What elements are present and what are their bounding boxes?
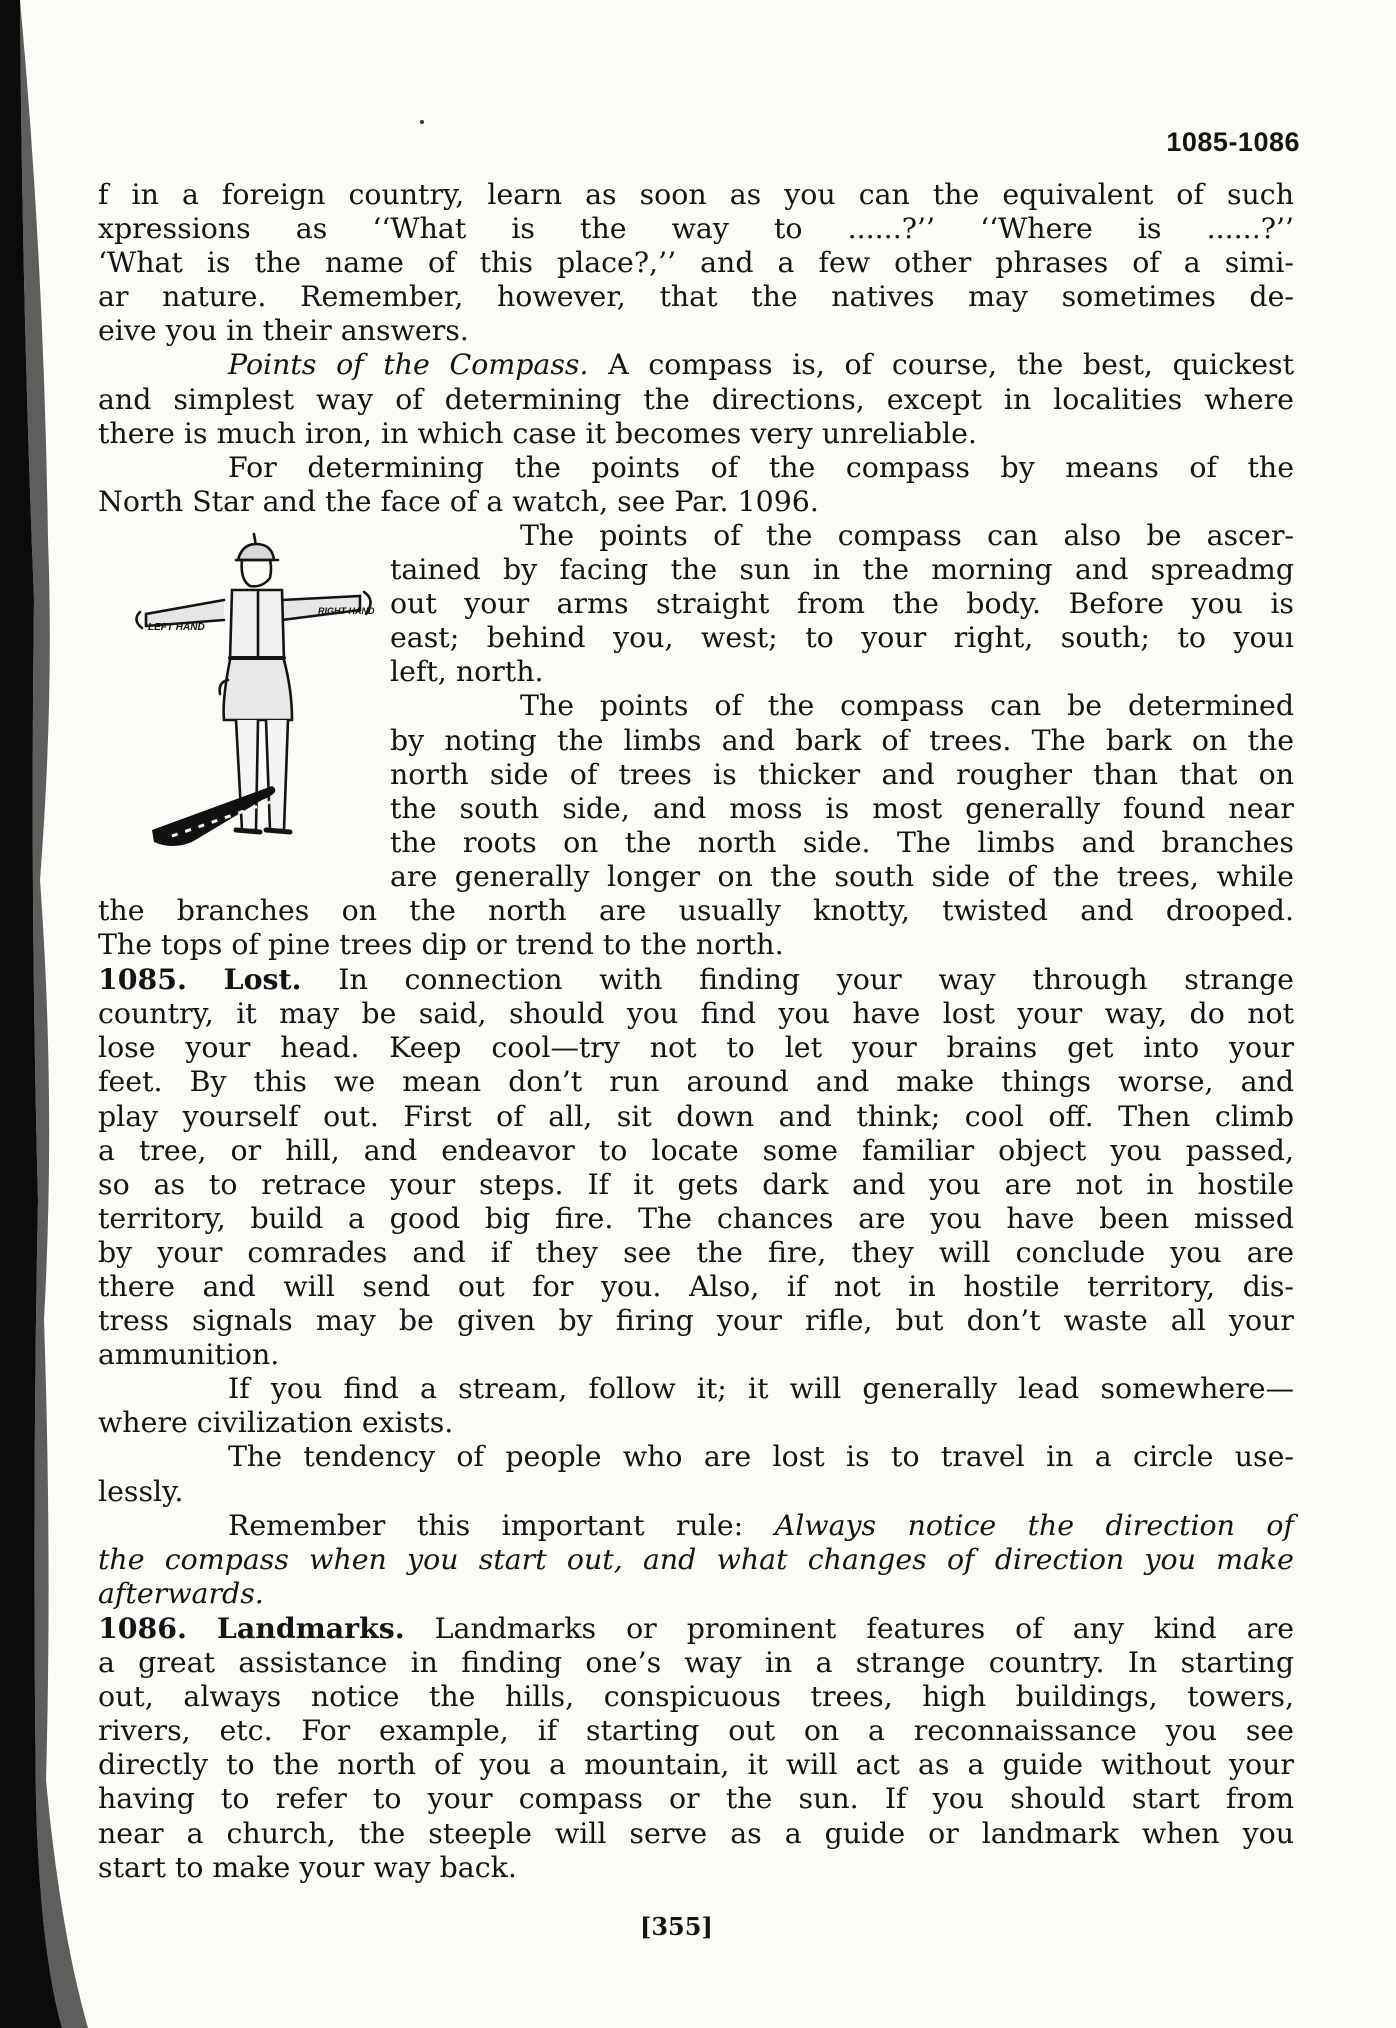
intro-line: ‘What is the name of this place?,’’ and a few other phrases of a simi-	[98, 246, 1294, 280]
landmarks-line: having to refer to your compass or the sun. If you should start from	[98, 1782, 1294, 1816]
lost-line: country, it may be said, should you find you have lost your way, do not	[98, 997, 1294, 1031]
wrap-line: left, north.	[390, 655, 544, 689]
intro-line: eive you in their answers.	[98, 314, 469, 348]
lost-line: lose your head. Keep cool—try not to let your brains get into your	[98, 1031, 1294, 1065]
wrap-line: The points of the compass can also be ascer-	[520, 518, 1294, 552]
figure-wrap-text	[390, 519, 1294, 894]
compass-para-line: there is much iron, in which case it becomes very unreliable.	[98, 416, 977, 450]
intro-line: xpressions as ‘‘What is the way to ......?’’ ‘‘Where is ......?’’	[98, 212, 1294, 246]
circle-line: The tendency of people who are lost is to travel in a circle use-	[228, 1440, 1294, 1474]
compass-para-line: and simplest way of determining the directions, except in localities where	[98, 382, 1294, 416]
wrap-line: east; behind you, west; to your right, south; to youı	[390, 621, 1294, 655]
north-star-line: North Star and the face of a watch, see Par. 1096.	[98, 484, 819, 518]
lost-line: so as to retrace your steps. If it gets dark and you are not in hostile	[98, 1167, 1294, 1201]
rule-line: the compass when you start out, and what changes of direction you make	[98, 1542, 1294, 1576]
lost-line: by your comrades and if they see the fire, they will conclude you are	[98, 1235, 1294, 1269]
intro-line: f in a foreign country, learn as soon as you can the equivalent of such	[98, 178, 1294, 211]
wrap-line: the south side, and moss is most generally found near	[390, 791, 1294, 825]
section-number: 1086.	[98, 1610, 187, 1645]
landmarks-line: a great assistance in finding one’s way in a strange country. In starting	[98, 1646, 1294, 1680]
wrap-line: The points of the compass can be determined	[520, 689, 1294, 723]
wrap-line: north side of trees is thicker and rougher than that on	[390, 757, 1294, 791]
ink-speck	[420, 120, 424, 124]
stream-line: If you find a stream, follow it; it will generally lead somewhere—	[228, 1372, 1294, 1406]
stream-line: where civilization exists.	[98, 1406, 454, 1440]
page-range-header: 1085-1086	[1166, 127, 1300, 157]
landmarks-line: start to make your way back.	[98, 1850, 517, 1884]
wrap-line: are generally longer on the south side of the trees, while	[390, 859, 1294, 893]
rule-line: afterwards.	[98, 1576, 264, 1610]
wrap-line: out your arms straight from the body. Before you is	[390, 587, 1294, 621]
section-1086-line: 1086. Landmarks. Landmarks or prominent features of any kind are	[98, 1610, 1294, 1645]
landmarks-line: near a church, the steeple will serve as a guide or landmark when you	[98, 1816, 1294, 1850]
right-hand-label: RIGHT HAND	[318, 606, 375, 616]
binding-shadow	[0, 0, 92, 2028]
page-body	[98, 178, 1294, 1885]
north-star-line: For determining the points of the compass by means of the	[228, 450, 1294, 484]
wrap-line: the roots on the north side. The limbs and branches	[390, 825, 1294, 859]
trees-line: the branches on the north are usually knotty, twisted and drooped.	[98, 893, 1294, 927]
trees-line: The tops of pine trees dip or trend to the north.	[98, 928, 784, 962]
circle-line: lessly.	[98, 1474, 184, 1508]
section-1085-line: 1085. Lost. In connection with finding your way through strange	[98, 962, 1294, 997]
lost-line: ammunition.	[98, 1338, 280, 1372]
lost-line: tress signals may be given by firing your rifle, but don’t waste all your	[98, 1304, 1294, 1338]
page-number: [355]	[640, 1912, 713, 1941]
left-hand-label: LEFT HAND	[148, 622, 205, 633]
lost-line: territory, build a good big fire. The chances are you have been missed	[98, 1201, 1294, 1235]
lost-line: play yourself out. First of all, sit down and think; cool off. Then climb	[98, 1099, 1294, 1133]
lost-line: feet. By this we mean don’t run around and make things worse, and	[98, 1065, 1294, 1099]
section-title: Landmarks.	[216, 1610, 405, 1645]
section-number: 1085.	[98, 962, 187, 997]
wrap-line: tained by facing the sun in the morning and spreadmg	[390, 553, 1294, 587]
compass-para-line: Points of the Compass. A compass is, of course, the best, quickest	[228, 348, 1295, 382]
intro-line: ar nature. Remember, however, that the natives may sometimes de-	[98, 280, 1294, 314]
section-title: Lost.	[223, 962, 302, 997]
lost-line: there and will send out for you. Also, if not in hostile territory, dis-	[98, 1270, 1294, 1303]
landmarks-line: out, always notice the hills, conspicuous trees, high buildings, towers,	[98, 1680, 1294, 1714]
compass-heading: Points of the Compass.	[228, 348, 589, 382]
landmarks-line: rivers, etc. For example, if starting out on a reconnaissance you see	[98, 1714, 1294, 1748]
rule-line: Remember this important rule: Always notice the direction of	[228, 1508, 1294, 1542]
wrap-line: by noting the limbs and bark of trees. The bark on the	[390, 723, 1294, 757]
lost-line: a tree, or hill, and endeavor to locate some familiar object you passed,	[98, 1133, 1294, 1167]
soldier-compass-illustration	[132, 530, 382, 870]
landmarks-line: directly to the north of you a mountain, it will act as a guide without your	[98, 1748, 1294, 1782]
